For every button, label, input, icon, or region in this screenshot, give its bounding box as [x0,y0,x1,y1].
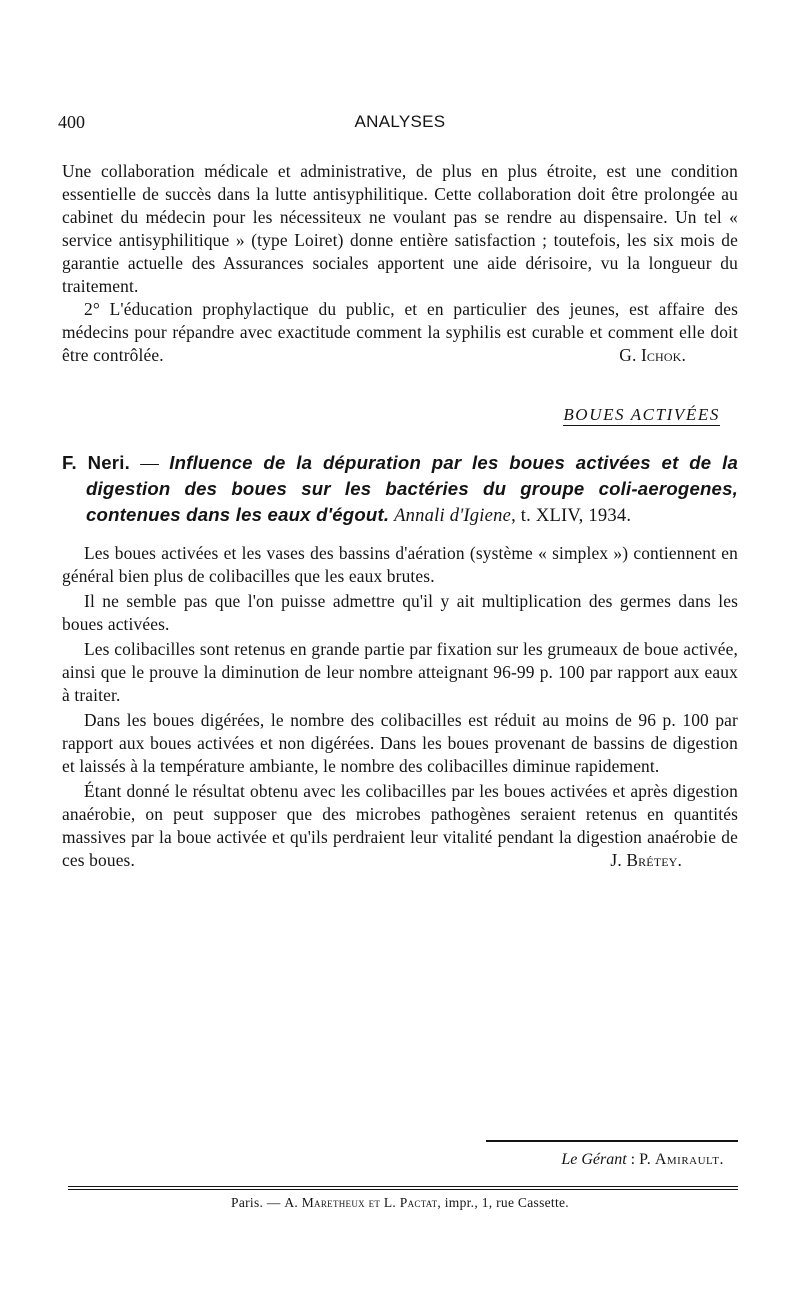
article-dash: — [129,453,170,474]
abstract-paragraph-5-text: Étant donné le résultat obtenu avec les colibacilles par les boues activées et après digestion anaérobie, on peut supposer que des microbes pathogènes seraient retenus en quantités massives par la boue activée et qu'ils perdraient leur vitalité pendant la digestion anaérobie de ces boues. [62,781,738,870]
article-title: Influence de la dépuration par les boues activées et de la digestion des boues sur les bactéries du groupe coli-aerogenes, contenues dans les eaux d'égout. [86,452,738,525]
article-journal: Annali d'Igiene [394,505,512,526]
running-title: ANALYSES [354,112,446,131]
running-head [58,112,738,138]
reviewer-signature-bretey: J. Brétey. [610,850,682,870]
printer-imprint [0,1195,800,1211]
article-volume-year: , t. XLIV, 1934. [511,505,632,526]
section-title: BOUES ACTIVÉES [563,405,720,424]
abstract-paragraph-1: Les boues activées et les vases des bassins d'aération (système « simplex ») contiennent en général bien plus de colibacilles que les eaux brutes. [62,543,738,586]
section-heading [62,405,738,426]
imprint-printers: A. Maretheux et L. Pactat [284,1195,438,1210]
footer-rule-top [68,1186,738,1187]
article-abstract [62,542,738,872]
abstract-paragraph-3: Les colibacilles sont retenus en grande partie par fixation sur les grumeaux de boue activée, ainsi que le prouve la diminution de leur nombre atteignant 96-99 p. 100 par rapport aux eaux à traiter. [62,639,738,705]
article-author: F. Neri. [62,452,130,473]
article-reference [62,450,738,528]
abstract-paragraph-5 [62,780,738,872]
continuation-paragraph-1: Une collaboration médicale et administrative, de plus en plus étroite, est une condition essentielle de succès dans la lutte antisyphilitique. Cette collaboration doit être prolongée au cabinet du médecin pour les nécessiteux ne voulant pas se rendre au dispensaire. Un tel « service antisyphilitique » (type Loiret) donne entière satisfaction ; toutefois, les six mois de garantie actuelle des Assurances sociales apportent une aide dérisoire, vu la longueur du traitement. [62,161,738,296]
abstract-paragraph-2: Il ne semble pas que l'on puisse admettre qu'il y ait multiplication des germes dans les boues activées. [62,591,738,634]
page-number: 400 [58,112,85,132]
imprint-city: Paris. — [231,1195,285,1210]
gerant-line [561,1151,724,1169]
continuation-paragraph-2 [62,298,738,367]
abstract-paragraph-4: Dans les boues digérées, le nombre des colibacilles est réduit au moins de 96 p. 100 par rapport aux boues activées et non digérées. Dans les boues provenant de bassins de digestion et laissés à la température ambiante, le nombre des colibacilles diminue rapidement. [62,710,738,776]
page-body [58,112,738,874]
gerant-label: Le Gérant [561,1151,627,1168]
gerant-name: P. Amirault. [639,1151,724,1168]
gerant-separator: : [626,1151,640,1168]
gerant-rule [486,1140,738,1142]
imprint-address: , impr., 1, rue Cassette. [437,1195,569,1210]
reviewer-signature-ichok: G. Ichok. [619,345,686,365]
continuation-paragraph-2-text: 2° L'éducation prophylactique du public, et en particulier des jeunes, est affaire des médecins pour répandre avec exactitude comment la syphilis est curable et comment elle doit être contrôlée. [62,299,738,365]
previous-review-continuation [62,160,738,367]
footer-rule-bottom [68,1189,738,1190]
